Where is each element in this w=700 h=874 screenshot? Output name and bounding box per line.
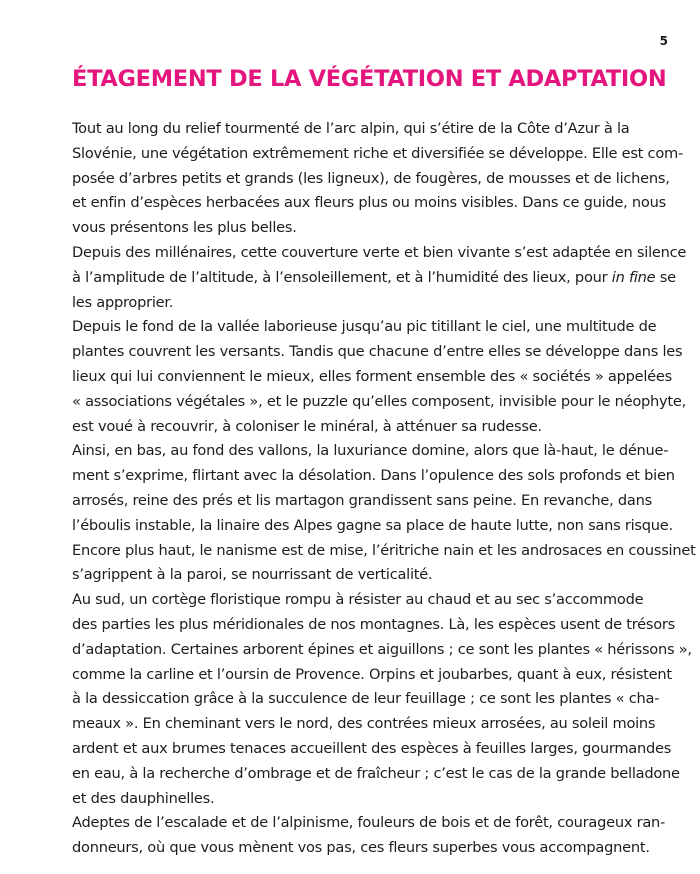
text-line-content: à l’amplitude de l’altitude, à l’ensoleillement, et à l’humidité des lieux, pour bbox=[72, 268, 612, 286]
text-line-content: ment s’exprime, flirtant avec la désolation. Dans l’opulence des sols profonds et bien bbox=[72, 467, 675, 485]
text-line bbox=[72, 787, 628, 812]
page-title: ÉTAGEMENT DE LA VÉGÉTATION ET ADAPTATION bbox=[72, 66, 667, 92]
text-line-content: Depuis des millénaires, cette couverture verte et bien vivante s’est adaptée en silence bbox=[72, 243, 687, 261]
text-line-content: l’éboulis instable, la linaire des Alpes gagne sa place de haute lutte, non sans risque. bbox=[72, 516, 673, 534]
text-line bbox=[72, 514, 673, 539]
body-text bbox=[72, 117, 696, 861]
text-line-content: Depuis le fond de la vallée laborieuse jusqu’au pic titillant le ciel, une multitude de bbox=[72, 318, 657, 336]
text-line-content: Tout au long du relief tourmenté de l’arc alpin, qui s’étire de la Côte d’Azur à la bbox=[72, 120, 630, 137]
text-line-content: des parties les plus méridionales de nos montagnes. Là, les espèces usent de trésors bbox=[72, 615, 676, 633]
text-line bbox=[72, 464, 675, 489]
text-line-content: plantes couvrent les versants. Tandis que chacune d’entre elles se développe dans les bbox=[72, 343, 683, 361]
text-line bbox=[72, 142, 683, 167]
text-line-content: Au sud, un cortège floristique rompu à résister au chaud et au sec s’accommode bbox=[72, 591, 644, 609]
text-line-content: d’adaptation. Certaines arborent épines et aiguillons ; ce sont les plantes « hérissons », bbox=[72, 640, 692, 658]
text-line bbox=[72, 315, 657, 340]
text-line bbox=[72, 365, 672, 390]
text-line bbox=[72, 712, 656, 737]
text-line-content: est voué à recouvrir, à coloniser le minéral, à atténuer sa rudesse. bbox=[72, 417, 542, 435]
text-line bbox=[72, 539, 696, 564]
text-line-content: Slovénie, une végétation extrêmement riche et diversifiée se développe. Elle est com- bbox=[72, 144, 683, 162]
text-line bbox=[72, 117, 628, 142]
text-line-content: « associations végétales », et le puzzle qu’elles composent, invisible pour le néophyte, bbox=[72, 392, 687, 410]
text-line bbox=[72, 415, 628, 440]
text-line bbox=[72, 638, 692, 663]
text-line-content: meaux ». En cheminant vers le nord, des contrées mieux arrosées, au soleil moins bbox=[72, 715, 656, 733]
text-line-content: Encore plus haut, le nanisme est de mise, l’éritriche nain et les androsaces en coussinet bbox=[72, 541, 696, 559]
text-line-content: les approprier. bbox=[72, 293, 174, 311]
text-line bbox=[72, 241, 687, 266]
text-line bbox=[72, 762, 680, 787]
text-line bbox=[72, 390, 687, 415]
text-line-content: et des dauphinelles. bbox=[72, 789, 215, 807]
text-line bbox=[72, 687, 660, 712]
text-line-content: vous présentons les plus belles. bbox=[72, 219, 297, 237]
text-line-content: posée d’arbres petits et grands (les ligneux), de fougères, de mousses et de lichens, bbox=[72, 169, 670, 187]
text-line-content: arrosés, reine des prés et lis martagon grandissent sans peine. En revanche, dans bbox=[72, 491, 652, 509]
text-line-content: lieux qui lui conviennent le mieux, elles forment ensemble des « sociétés » appelées bbox=[72, 367, 672, 385]
text-line bbox=[72, 340, 683, 365]
text-line bbox=[72, 836, 650, 861]
text-line bbox=[72, 588, 644, 613]
text-line bbox=[72, 291, 628, 316]
text-line bbox=[72, 191, 666, 216]
text-line bbox=[72, 613, 676, 638]
text-line-content: en eau, à la recherche d’ombrage et de fraîcheur ; c’est le cas de la grande belladone bbox=[72, 764, 680, 782]
text-line-continuation: se bbox=[655, 268, 676, 286]
text-line bbox=[72, 216, 628, 241]
text-line bbox=[72, 167, 670, 192]
text-line-content: Adeptes de l’escalade et de l’alpinisme, fouleurs de bois et de forêt, courageux ran- bbox=[72, 814, 666, 832]
text-line-content: comme la carline et l’oursin de Provence. Orpins et joubarbes, quant à eux, résistent bbox=[72, 665, 672, 683]
text-line bbox=[72, 811, 666, 836]
text-line bbox=[72, 266, 676, 291]
text-line bbox=[72, 563, 628, 588]
text-line-content: à la dessiccation grâce à la succulence de leur feuillage ; ce sont les plantes « cha- bbox=[72, 690, 660, 708]
text-line-content: Ainsi, en bas, au fond des vallons, la luxuriance domine, alors que là-haut, le dénue- bbox=[72, 442, 669, 460]
text-line bbox=[72, 737, 672, 762]
text-line bbox=[72, 489, 652, 514]
text-line bbox=[72, 663, 672, 688]
text-line bbox=[72, 439, 669, 464]
text-line-content: ardent et aux brumes tenaces accueillent des espèces à feuilles larges, gourmandes bbox=[72, 739, 672, 757]
text-line-content: s’agrippent à la paroi, se nourrissant de verticalité. bbox=[72, 566, 433, 584]
page-number: 5 bbox=[659, 34, 668, 48]
text-line-content: donneurs, où que vous mènent vos pas, ces fleurs superbes vous accompagnent. bbox=[72, 839, 650, 857]
text-line-content: et enfin d’espèces herbacées aux fleurs plus ou moins visibles. Dans ce guide, nous bbox=[72, 194, 666, 212]
italic-phrase: in fine bbox=[611, 268, 656, 286]
